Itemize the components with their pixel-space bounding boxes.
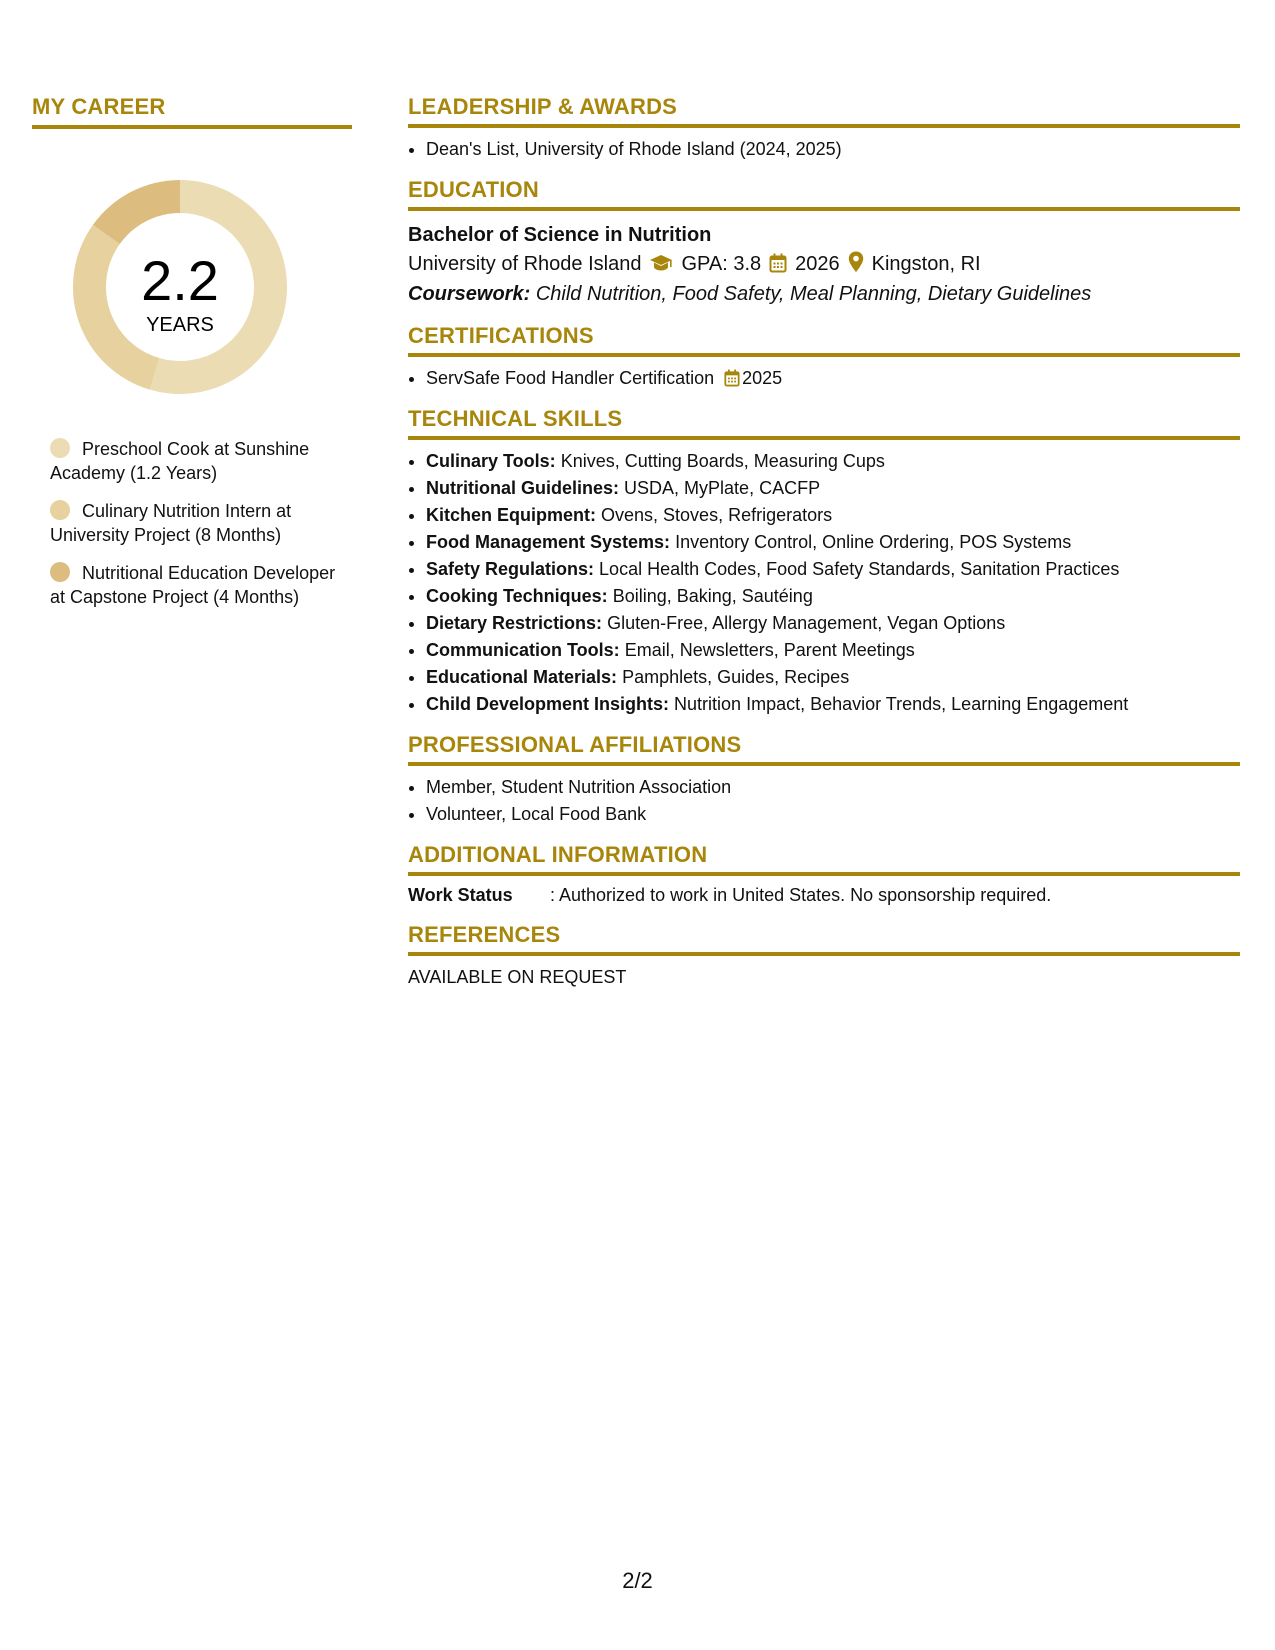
skill-value: Knives, Cutting Boards, Measuring Cups (560, 451, 885, 471)
list-item (426, 637, 1240, 664)
work-status-row (408, 882, 1240, 908)
legend-item (50, 499, 352, 547)
leadership-section (408, 94, 1240, 163)
skill-label: Communication Tools: (426, 640, 620, 660)
education-details (408, 249, 1240, 279)
certifications-section (408, 323, 1240, 392)
affiliations-section (408, 732, 1240, 828)
calendar-icon (769, 253, 787, 273)
list-item (426, 691, 1240, 718)
list-item (426, 664, 1240, 691)
career-column (32, 94, 352, 623)
legend-dot-icon (50, 438, 70, 458)
skill-value: USDA, MyPlate, CACFP (624, 478, 821, 498)
education-section (408, 177, 1240, 309)
list-item: • Member, Student Nutrition Association (426, 774, 1240, 801)
skill-value: Pamphlets, Guides, Recipes (622, 667, 850, 687)
legend-label: Preschool Cook at Sunshine Academy (1.2 Years) (50, 439, 310, 483)
skill-label: Safety Regulations: (426, 559, 595, 579)
career-total-value: 2.2 (141, 249, 219, 312)
legend-item (50, 437, 352, 485)
career-total-unit: YEARS (146, 314, 214, 336)
certifications-list (408, 365, 1240, 392)
skill-value: Local Health Codes, Food Safety Standards, Sanitation Practices (599, 559, 1120, 579)
references-text: AVAILABLE ON REQUEST (408, 967, 627, 987)
skill-value: Ovens, Stoves, Refrigerators (601, 505, 833, 525)
page-number: 2/2 (622, 1568, 653, 1593)
gpa: GPA: 3.8 (681, 253, 762, 275)
list-item: • Volunteer, Local Food Bank (426, 801, 1240, 828)
legend-label: Nutritional Education Developer at Capstone Project (4 Months) (50, 563, 336, 607)
map-pin-icon (848, 251, 864, 273)
list-item (426, 475, 1240, 502)
skill-value: Email, Newsletters, Parent Meetings (624, 640, 915, 660)
info-value: : Authorized to work in United States. No sponsorship required. (550, 885, 1052, 905)
skill-value: Boiling, Baking, Sautéing (612, 586, 813, 606)
skill-label: Child Development Insights: (426, 694, 670, 714)
school-location: Kingston, RI (871, 253, 981, 275)
coursework-label: Coursework: (408, 283, 531, 305)
skill-label: Dietary Restrictions: (426, 613, 603, 633)
career-donut-chart (66, 173, 294, 401)
certification-date (724, 368, 782, 388)
coursework (408, 279, 1240, 309)
skill-label: Culinary Tools: (426, 451, 556, 471)
list-item: • Dean's List, University of Rhode Island (2024, 2025) (426, 136, 1240, 163)
career-heading: MY CAREER (32, 94, 352, 129)
list-item (426, 583, 1240, 610)
legend-dot-icon (50, 500, 70, 520)
skill-label: Food Management Systems: (426, 532, 671, 552)
main-column (408, 94, 1240, 1004)
additional-info-section (408, 842, 1240, 908)
affiliations-list (408, 774, 1240, 828)
calendar-icon (724, 369, 740, 387)
references-heading: REFERENCES (408, 922, 1240, 956)
list-item (426, 610, 1240, 637)
certification-name: ServSafe Food Handler Certification (426, 368, 715, 388)
leadership-heading: LEADERSHIP & AWARDS (408, 94, 1240, 128)
affiliations-heading: PROFESSIONAL AFFILIATIONS (408, 732, 1240, 766)
technical-skills-section (408, 406, 1240, 718)
list-item (426, 529, 1240, 556)
school-name: University of Rhode Island (408, 253, 642, 275)
certifications-heading: CERTIFICATIONS (408, 323, 1240, 357)
list-item (426, 448, 1240, 475)
graduation-cap-icon (649, 253, 673, 273)
skill-label: Cooking Techniques: (426, 586, 608, 606)
list-item (426, 556, 1240, 583)
technical-skills-heading: TECHNICAL SKILLS (408, 406, 1240, 440)
legend-item (50, 561, 352, 609)
technical-skills-list (408, 448, 1240, 718)
career-legend (32, 437, 352, 609)
skill-value: Inventory Control, Online Ordering, POS Systems (675, 532, 1072, 552)
additional-info-heading: ADDITIONAL INFORMATION (408, 842, 1240, 876)
skill-label: Nutritional Guidelines: (426, 478, 620, 498)
donut-center (66, 173, 294, 401)
skill-label: Educational Materials: (426, 667, 618, 687)
list-item (426, 365, 1240, 392)
education-heading: EDUCATION (408, 177, 1240, 211)
graduation-year: 2026 (795, 253, 840, 275)
skill-value: Nutrition Impact, Behavior Trends, Learning Engagement (674, 694, 1129, 714)
legend-label: Culinary Nutrition Intern at University Project (8 Months) (50, 501, 292, 545)
coursework-list: Child Nutrition, Food Safety, Meal Planning, Dietary Guidelines (535, 283, 1092, 305)
certification-year: 2025 (742, 368, 783, 388)
skill-value: Gluten-Free, Allergy Management, Vegan Options (607, 613, 1006, 633)
leadership-list (408, 136, 1240, 163)
legend-dot-icon (50, 562, 70, 582)
degree-title: Bachelor of Science in Nutrition (408, 224, 712, 246)
list-item (426, 502, 1240, 529)
references-section (408, 922, 1240, 990)
skill-label: Kitchen Equipment: (426, 505, 596, 525)
info-key: Work Status (408, 885, 513, 905)
